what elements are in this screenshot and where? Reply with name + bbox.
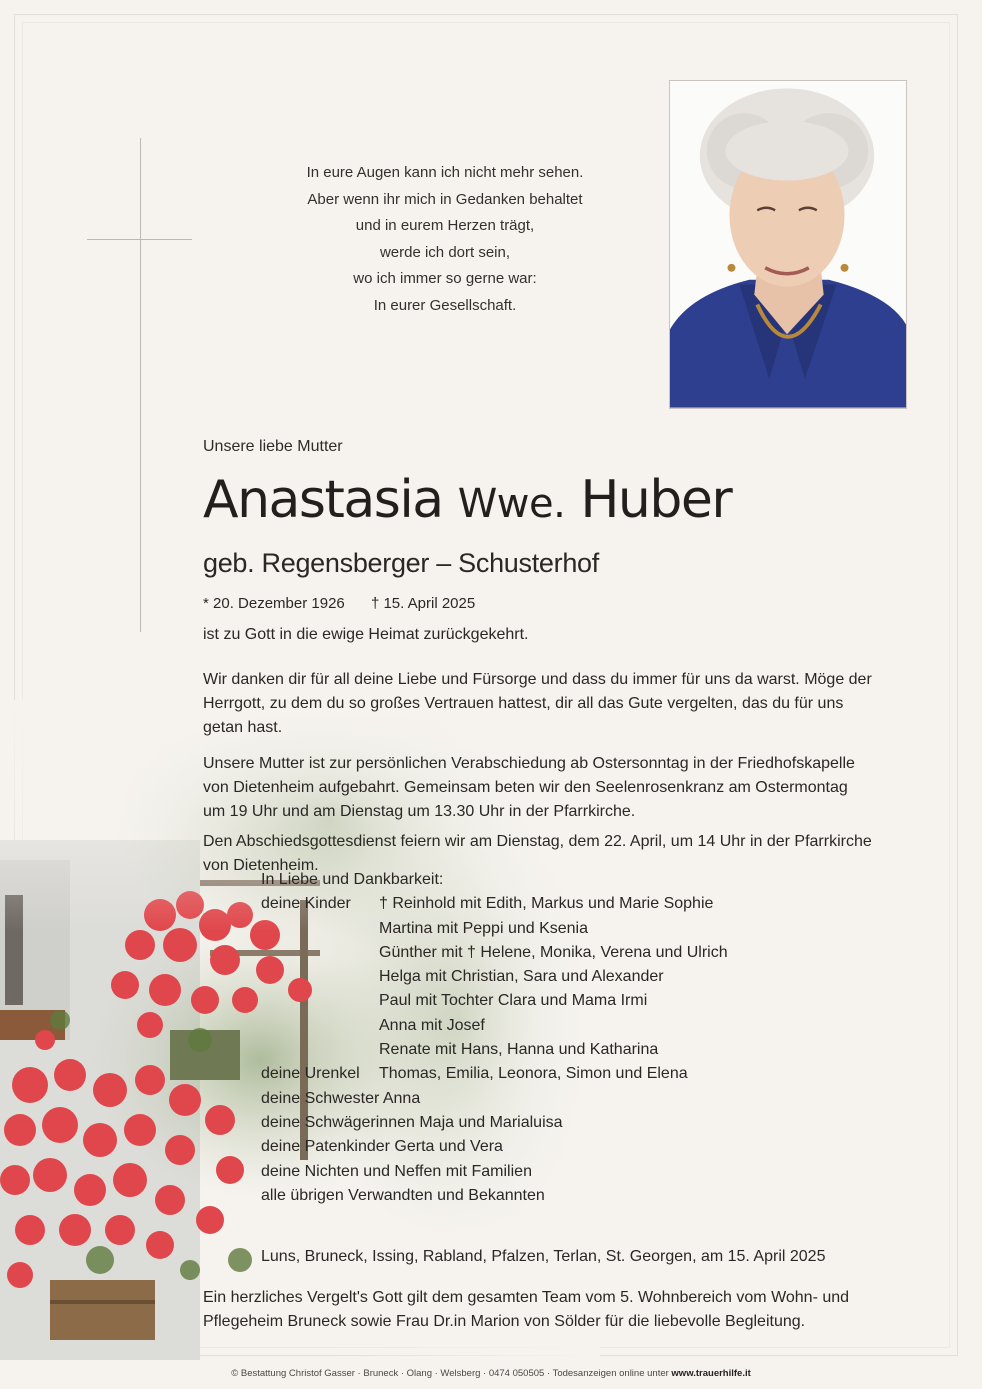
family-row xyxy=(261,1160,728,1184)
family-label: deine Kinder xyxy=(261,895,351,913)
family-row xyxy=(261,868,728,892)
family-row xyxy=(261,1111,728,1135)
family-label xyxy=(261,1014,379,1038)
family-row xyxy=(261,1184,728,1208)
death-date: † 15. April 2025 xyxy=(370,595,476,612)
family-label xyxy=(261,941,379,965)
place-and-date: Luns, Bruneck, Issing, Rabland, Pfalzen, Terlan, St. Georgen, am 15. April 2025 xyxy=(261,1248,826,1265)
family-row xyxy=(261,1087,728,1111)
family-row xyxy=(261,1014,728,1038)
family-label: alle übrigen Verwandten und Bekannten xyxy=(261,1186,545,1204)
paragraph-line: getan hast. xyxy=(203,719,283,736)
maiden-name: geb. Regensberger – Schusterhof xyxy=(203,548,599,578)
widow-title: Wwe. xyxy=(457,481,566,527)
family-list xyxy=(261,868,728,1208)
family-label xyxy=(261,965,379,989)
family-label xyxy=(261,1038,379,1062)
paragraph-line: Den Abschiedsgottesdienst feiern wir am Dienstag, dem 22. April, um 14 Uhr in der Pfarrkirche xyxy=(203,833,872,850)
family-row xyxy=(261,1135,728,1159)
family-row xyxy=(261,989,728,1013)
poem-line: In eurer Gesellschaft. xyxy=(373,296,517,314)
family-row xyxy=(261,965,728,989)
family-row xyxy=(261,1038,728,1062)
family-members: Günther mit † Helene, Monika, Verena und Ulrich xyxy=(379,943,728,961)
paragraph-line: von Dietenheim. xyxy=(203,857,319,874)
paragraph-line: Ein herzliches Vergelt's Gott gilt dem gesamten Team vom 5. Wohnbereich vom Wohn- und xyxy=(203,1289,850,1306)
family-row xyxy=(261,941,728,965)
family-label: deine Urenkel xyxy=(261,1065,360,1083)
poem-line: In eure Augen kann ich nicht mehr sehen. xyxy=(306,164,584,181)
paragraph-line: von Dietenheim aufgebahrt. Gemeinsam beten wir den Seelenrosenkranz am Ostermontag xyxy=(203,779,848,796)
deceased-name xyxy=(203,470,731,530)
footer-link[interactable]: www.trauerhilfe.it xyxy=(671,1368,751,1379)
life-dates xyxy=(203,595,497,612)
family-members: Anna mit Josef xyxy=(379,1016,485,1034)
family-members: Martina mit Peppi und Ksenia xyxy=(379,919,588,937)
family-label: deine Patenkinder Gerta und Vera xyxy=(261,1138,503,1156)
portrait-image xyxy=(670,81,906,408)
family-members: Renate mit Hans, Hanna und Katharina xyxy=(379,1041,659,1059)
gratitude-paragraph xyxy=(203,1286,911,1334)
family-members: Thomas, Emilia, Leonora, Simon und Elena xyxy=(379,1065,688,1083)
paragraph-line: um 19 Uhr und am Dienstag um 13.30 Uhr in der Pfarrkirche. xyxy=(203,803,636,820)
paragraph-line: Unsere Mutter ist zur persönlichen Verabschiedung ab Ostersonntag in der Friedhofskapelle xyxy=(203,755,855,772)
footer-imprint xyxy=(0,1368,982,1379)
family-label: In Liebe und Dankbarkeit: xyxy=(261,871,444,888)
poem xyxy=(230,160,660,319)
poem-line: werde ich dort sein, xyxy=(379,243,511,261)
family-row xyxy=(261,892,728,916)
cross-vertical-line xyxy=(140,138,141,632)
viewing-paragraph xyxy=(203,752,911,824)
family-label: deine Schwägerinnen Maja und Marialuisa xyxy=(261,1113,563,1131)
first-name: Anastasia xyxy=(203,470,443,530)
cross-horizontal-line xyxy=(87,239,192,240)
intro-text: Unsere liebe Mutter xyxy=(203,438,343,455)
family-row xyxy=(261,917,728,941)
footer-text: © Bestattung Christof Gasser · Bruneck · Olang · Welsberg · 0474 050505 · Todesanzeigen online unter xyxy=(231,1368,672,1379)
family-row xyxy=(261,1062,728,1086)
poem-line: Aber wenn ihr mich in Gedanken behaltet xyxy=(307,190,583,208)
poem-line: und in eurem Herzen trägt, xyxy=(355,217,535,234)
last-name: Huber xyxy=(580,470,732,530)
family-members: † Reinhold mit Edith, Markus und Marie Sophie xyxy=(379,895,714,913)
paragraph-line: Pflegeheim Bruneck sowie Frau Dr.in Marion von Sölder für die liebevolle Begleitung. xyxy=(203,1313,806,1330)
family-label: deine Schwester Anna xyxy=(261,1089,421,1107)
poem-line: wo ich immer so gerne war: xyxy=(353,270,537,287)
family-members: Helga mit Christian, Sara und Alexander xyxy=(379,968,664,986)
family-label: deine Nichten und Neffen mit Familien xyxy=(261,1162,532,1180)
portrait-photo xyxy=(669,80,907,409)
family-members: Paul mit Tochter Clara und Mama Irmi xyxy=(379,992,648,1010)
paragraph-line: Wir danken dir für all deine Liebe und Fürsorge und dass du immer für uns da warst. Möge der xyxy=(203,671,872,688)
paragraph-line: Herrgott, zu dem du so großes Vertrauen hattest, dir all das Gute vergelten, das du für uns xyxy=(203,695,844,712)
birth-date: * 20. Dezember 1926 xyxy=(203,595,345,612)
returned-text: ist zu Gott in die ewige Heimat zurückgekehrt. xyxy=(203,626,529,643)
family-label xyxy=(261,989,379,1013)
family-label xyxy=(261,917,379,941)
thanks-paragraph xyxy=(203,668,911,740)
